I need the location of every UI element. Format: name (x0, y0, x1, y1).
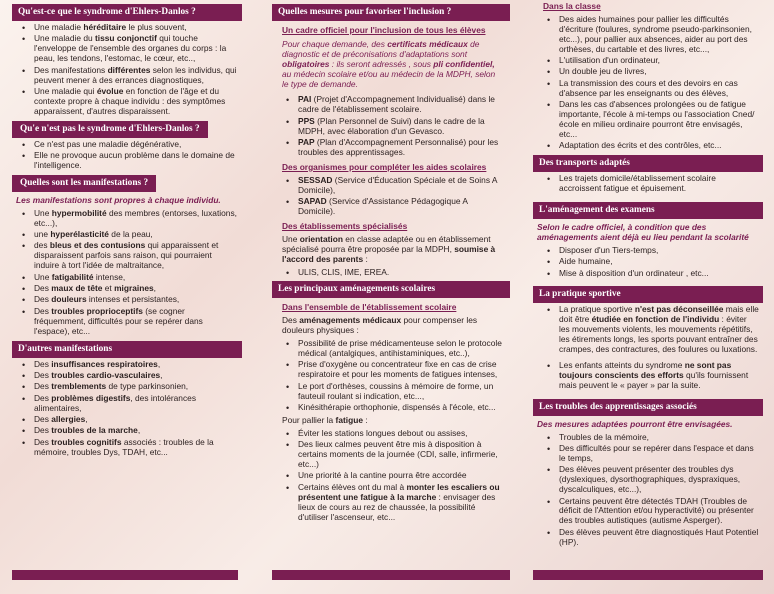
list-item: • Les enfants atteints du syndrome ne sont pas toujours conscients des efforts qu'ils fournissent mais peuvent le « payer » par la suite. (539, 361, 759, 391)
list-item: • Une fatigabilité intense, (18, 273, 238, 283)
list-item: • Les trajets domicile/établissement scolaire accroissent fatigue et épuisement. (539, 174, 759, 194)
definition-list (18, 23, 238, 117)
list-item: • PAI (Projet d'Accompagnement Individualisé) dans le cadre de l'établissement scolaire. (278, 95, 506, 115)
section-title-other-manifestations: D'autres manifestations (12, 341, 242, 358)
section-title-exams: L'aménagement des examens (533, 202, 763, 219)
list-item: • des bleus et des contusions qui apparaissent et disparaissent parfois sans raison, qui pourraient induire à tort l'idée de maltraitance, (18, 241, 238, 271)
list-item: • une hyperélasticité de la peau, (18, 230, 238, 240)
list-item: • Un double jeu de livres, (539, 67, 759, 77)
certificates-note: Pour chaque demande, des certificats médicaux de diagnostic et de préconisations d'adaptations sont obligatoires : ils seront adressés , sous pli confidentiel, au médecin scolaire et/ou au médecin de la MDPH, selon le type de demande. (282, 38, 496, 89)
fatigue-intro: Pour pallier la fatigue : (282, 414, 368, 425)
list-item: • Disposer d'un Tiers-temps, (539, 246, 759, 256)
manifestations-list (18, 209, 238, 337)
list-item: • Elle ne provoque aucun problème dans le domaine de l'intelligence. (18, 151, 238, 171)
subtitle-classroom: Dans la classe (543, 1, 601, 11)
column-2 (272, 0, 510, 594)
section-title-transport: Des transports adaptés (533, 155, 763, 172)
list-item: • Des élèves peuvent présenter des troubles dys (dyslexiques, dysorthographiques, dyspraxiques, dyscalculiques, etc...), (539, 465, 759, 495)
list-item: • Certains peuvent être détectés TDAH (Troubles de déficit de l'Attention et/ou hyperactivité) ou présenter des troubles autistiques (autisme Asperger). (539, 497, 759, 527)
subtitle-official-frame: Un cadre officiel pour l'inclusion de tous les élèves (282, 24, 486, 35)
list-item: • Des troubles proprioceptifs (se cogner fréquemment, difficultés pour se repérer dans l'espace), etc... (18, 307, 238, 337)
list-item: • Possibilité de prise médicamenteuse selon le protocole médical (antalgiques, antihistaminiques, etc..), (278, 339, 506, 359)
list-item: • Certains élèves ont du mal à monter les escaliers ou présentent une fatigue à la marche : envisager des lieux de cours au rez de chaussée, la possibilité d'utiliser l'ascenseur, etc... (278, 483, 506, 523)
fatigue-list (278, 429, 506, 523)
list-item: • ULIS, CLIS, IME, EREA. (278, 268, 506, 278)
list-item: • Des problèmes digestifs, des intolérances alimentaires, (18, 394, 238, 414)
list-item: • Des élèves peuvent être diagnostiqués Haut Potentiel (HP). (539, 528, 759, 548)
section-title-school-arrangements: Les principaux aménagements scolaires (272, 281, 510, 298)
list-item: • Éviter les stations longues debout ou assises, (278, 429, 506, 439)
sport-list (539, 305, 759, 390)
list-item: • Des allergies, (18, 415, 238, 425)
establishments-list (278, 268, 506, 278)
list-item: • Des lieux calmes peuvent être mis à disposition à certains moments de la journée (CDI, salle, infirmerie, etc...) (278, 440, 506, 470)
list-item: • SESSAD (Service d'Éducation Spéciale et de Soins A Domicile), (278, 176, 506, 196)
exams-lead: Selon le cadre officiel, à condition que des aménagements aient déjà eu lieu pendant la scolarité (537, 221, 749, 242)
list-item: • Une maladie qui évolue en fonction de l'âge et du contexte propre à chaque individu : des symptômes apparaissent, d'autres disparaissent. (18, 87, 238, 117)
medical-list (278, 339, 506, 413)
list-item: • La pratique sportive n'est pas déconseillée mais elle doit être étudiée en fonction de l'individu : éviter les mouvements violents, les mouvements répétitifs, les étirements longs, les sports pouvant entraîner des crampes, des contractures, des foulures ou luxations. (539, 305, 759, 355)
subtitle-whole-school: Dans l'ensemble de l'établissement scolaire (282, 302, 457, 313)
subtitle-organisms: Des organismes pour compléter les aides scolaires (282, 161, 487, 172)
column-3 (533, 0, 763, 594)
list-item: • Une maladie du tissu conjonctif qui touche l'enveloppe de l'ensemble des organes du corps : la peau, les tendons, l'estomac, le cœur, etc.., (18, 34, 238, 64)
list-item: • Ce n'est pas une maladie dégénérative, (18, 140, 238, 150)
classroom-list (539, 15, 759, 151)
footer-bar-left (12, 570, 238, 580)
list-item: • La transmission des cours et des devoirs en cas d'absence par les enseignants ou des élèves, (539, 79, 759, 99)
list-item: • Des difficultés pour se repérer dans l'espace et dans le temps, (539, 444, 759, 464)
list-item: • Des aides humaines pour pallier les difficultés d'écriture (foulures, syndrome pseudo-parkinsonien, etc...), pour pallier aux absences, aider au port des orthèses, du cartable et des livres, etc..., (539, 15, 759, 55)
list-item: • Prise d'oxygène ou concentrateur fixe en cas de crise respiratoire et pour les moments de fatigues intenses, (278, 360, 506, 380)
list-item: • Des douleurs intenses et persistantes, (18, 295, 238, 305)
footer-bar-right (533, 570, 763, 580)
list-item: • PAP (Plan d'Accompagnement Personnalisé) pour les troubles des apprentissages. (278, 138, 506, 158)
list-item: • Aide humaine, (539, 257, 759, 267)
section-title-learning-disorders: Les troubles des apprentissages associés (533, 399, 763, 416)
section-title-definition: Qu'est-ce que le syndrome d'Ehlers-Danlos ? (12, 4, 242, 21)
list-item: • Une hypermobilité des membres (entorses, luxations, etc...), (18, 209, 238, 229)
other-manifestations-list (18, 360, 238, 458)
list-item: • Des troubles de la marche, (18, 426, 238, 436)
subtitle-establishments: Des établissements spécialisés (282, 220, 408, 231)
list-item: • Mise à disposition d'un ordinateur , etc... (539, 269, 759, 279)
list-item: • Le port d'orthèses, coussins à mémoire de forme, un fauteuil roulant si indication, etc..., (278, 382, 506, 402)
manifestations-lead: Les manifestations sont propres à chaque individu. (16, 194, 221, 205)
list-item: • Des tremblements de type parkinsonien, (18, 382, 238, 392)
organisms-list (278, 176, 506, 217)
column-1 (12, 0, 242, 594)
learning-disorders-list (539, 433, 759, 548)
list-item: • Troubles de la mémoire, (539, 433, 759, 443)
exams-list (539, 246, 759, 279)
list-item: • Des maux de tête et migraines, (18, 284, 238, 294)
medical-intro: Des aménagements médicaux pour compenser les douleurs physiques : (282, 315, 478, 336)
list-item: • Adaptation des écrits et des contrôles, etc... (539, 141, 759, 151)
section-title-manifestations: Quelles sont les manifestations ? (12, 175, 156, 192)
list-item: • Des manifestations différentes selon les individus, qui peuvent mener à des errances diagnostiques, (18, 66, 238, 86)
section-title-not: Qu'e n'est pas le syndrome d'Ehlers-Danlos ? (12, 121, 208, 138)
orientation-text: Une orientation en classe adaptée ou en établissement spécialisé pourra être proposée par la MDPH, soumise à l'accord des parents : (282, 233, 496, 264)
plans-list (278, 95, 506, 157)
list-item: • Des insuffisances respiratoires, (18, 360, 238, 370)
list-item: • Des troubles cognitifs associés : troubles de la mémoire, troubles Dys, TDAH, etc... (18, 438, 238, 458)
list-item: • PPS (Plan Personnel de Suivi) dans le cadre de la MDPH, avec élaboration d'un Gevasco. (278, 117, 506, 137)
list-item: • Kinésithérapie orthophonie, dispensés à l'école, etc... (278, 403, 506, 413)
section-title-sport: La pratique sportive (533, 286, 763, 303)
list-item: • Des troubles cardio-vasculaires, (18, 371, 238, 381)
transport-list (539, 174, 759, 194)
list-item: • L'utilisation d'un ordinateur, (539, 56, 759, 66)
learning-disorders-lead: Des mesures adaptées pourront être envisagées. (537, 418, 733, 429)
section-title-inclusion: Quelles mesures pour favoriser l'inclusion ? (272, 4, 510, 21)
list-item: • Une maladie héréditaire le plus souvent, (18, 23, 238, 33)
footer-bar-middle (272, 570, 510, 580)
list-item: • SAPAD (Service d'Assistance Pédagogique A Domicile). (278, 197, 506, 217)
list-item: • Dans les cas d'absences prolongées ou de fatigue importante, l'école à mi-temps ou l'association Cned/école en milieu ordinaire pourront être envisagés, etc... (539, 100, 759, 140)
list-item: • Une priorité à la cantine pourra être accordée (278, 471, 506, 481)
not-list (18, 140, 238, 171)
